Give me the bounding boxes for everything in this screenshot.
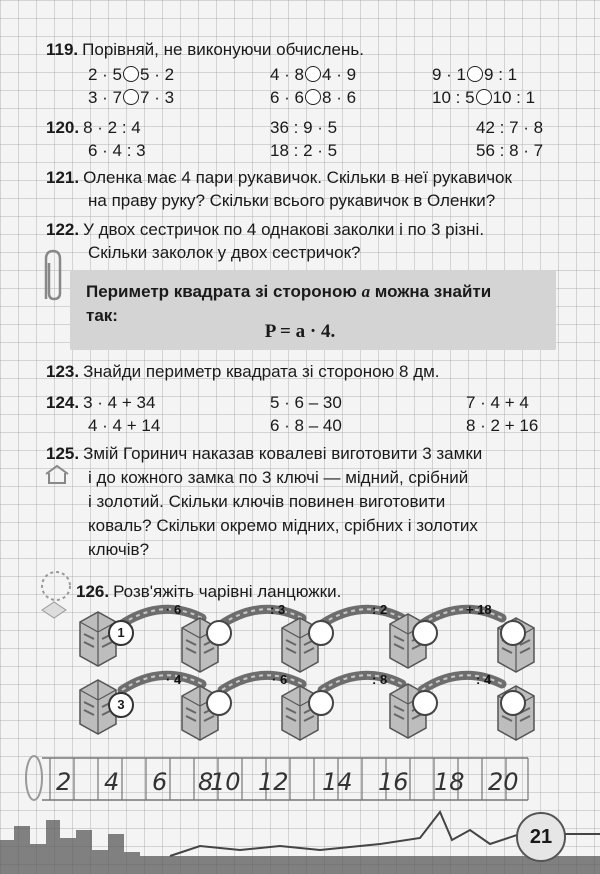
paperclip-icon <box>36 247 70 303</box>
task-125-line4: коваль? Скільки окремо мідних, срібних і золотих <box>88 516 478 535</box>
expression: 42 : 7 · 8 <box>476 118 544 137</box>
task-number: 122. <box>46 220 80 239</box>
answer-circle[interactable] <box>412 620 438 646</box>
answer-circle[interactable] <box>500 620 526 646</box>
chain-operation: · 6 <box>166 602 182 617</box>
task-125: 125. Змій Горинич наказав ковалеві виготовити 3 замки <box>46 444 483 463</box>
expression: 4 · 4 + 14 <box>88 416 161 435</box>
expression: 8 · 2 + 16 <box>466 416 539 435</box>
compare-item: 6 · 6 8 · 6 <box>270 88 357 107</box>
task-number: 119. <box>46 40 79 59</box>
task-125-line2: і до кожного замка по 3 ключі — мідний, срібний <box>88 468 469 487</box>
compare-circle[interactable] <box>305 89 321 105</box>
answer-circle[interactable] <box>308 620 334 646</box>
task-121: 121. Оленка має 4 пари рукавичок. Скільки в неї рукавичок <box>46 168 512 187</box>
expression: 8 · 2 : 4 <box>83 118 141 137</box>
expression: 5 · 6 – 30 <box>270 393 342 412</box>
chain-row-1 <box>80 609 534 672</box>
task-122-line2: Скільки заколок у двох сестричок? <box>88 243 361 262</box>
task-124: 124. 3 · 4 + 34 <box>46 393 156 412</box>
task-123: 123. Знайди периметр квадрата зі стороною 8 дм. <box>46 362 440 381</box>
answer-circle[interactable] <box>206 690 232 716</box>
answer-circle[interactable] <box>500 690 526 716</box>
expression: 6 · 8 – 40 <box>270 416 342 435</box>
rule-text: Периметр квадрата зі стороною a можна знайти так: <box>86 282 492 325</box>
number-line-value: 18 <box>434 768 465 796</box>
compare-item: 10 : 5 10 : 1 <box>432 88 536 107</box>
page-number: 21 <box>516 812 566 862</box>
task-125-line5: ключів? <box>88 540 150 559</box>
chain-start-number: 3 <box>108 692 134 718</box>
chain-operation: : 8 <box>372 672 388 687</box>
number-line-value: 20 <box>488 768 519 796</box>
expression: 6 · 4 : 3 <box>88 141 146 160</box>
number-line-value: 6 <box>152 768 168 796</box>
answer-circle[interactable] <box>412 690 438 716</box>
compare-item: 4 · 8 4 · 9 <box>270 65 357 84</box>
compare-circle[interactable] <box>467 66 483 82</box>
chain-operation: + 18 <box>466 602 492 617</box>
task-121-line2: на праву руку? Скільки всього рукавичок в Оленки? <box>88 191 496 210</box>
expression: 56 : 8 · 7 <box>476 141 544 160</box>
chain-operation: · 6 <box>272 672 288 687</box>
chain-start-number: 1 <box>108 620 134 646</box>
task-126: 126. Розв'яжіть чарівні ланцюжки. <box>76 582 342 601</box>
compare-circle[interactable] <box>476 89 492 105</box>
compare-item: 3 · 7 7 · 3 <box>88 88 175 107</box>
answer-circle[interactable] <box>206 620 232 646</box>
task-number: 124. <box>46 393 80 412</box>
chain-operation: : 4 <box>476 672 492 687</box>
task-119 <box>46 38 364 62</box>
task-text: Порівняй, не виконуючи обчислень. <box>82 40 364 59</box>
compare-circle[interactable] <box>123 66 139 82</box>
number-line-value: 16 <box>378 768 409 796</box>
number-line-value: 2 <box>56 768 72 796</box>
task-number: 125. <box>46 444 80 463</box>
number-line-value: 10 <box>210 768 241 796</box>
chain-row-2 <box>80 675 534 740</box>
task-number: 120. <box>46 118 80 137</box>
task-122: 122. У двох сестричок по 4 однакові заколки і по 3 різні. <box>46 220 485 239</box>
task-125-line3: і золотий. Скільки ключів повинен виготовити <box>88 492 446 511</box>
chain-operation: · 4 <box>166 672 182 687</box>
compare-item: 9 · 1 9 : 1 <box>432 65 518 84</box>
answer-circle[interactable] <box>308 690 334 716</box>
expression: 18 : 2 · 5 <box>270 141 338 160</box>
number-line-value: 14 <box>322 768 353 796</box>
expression: 7 · 4 + 4 <box>466 393 529 412</box>
number-line-value: 8 <box>198 768 214 796</box>
expression: 36 : 9 · 5 <box>270 118 338 137</box>
perimeter-formula: P = a · 4. <box>264 321 336 342</box>
number-line-value: 12 <box>258 768 289 796</box>
task-120 <box>46 116 141 140</box>
number-line-value: 4 <box>104 768 120 796</box>
chain-operation: : 3 <box>270 602 286 617</box>
sun-icon <box>34 566 74 622</box>
homework-house-icon <box>44 464 70 484</box>
city-skyline <box>0 800 600 874</box>
compare-circle[interactable] <box>123 89 139 105</box>
task-number: 126. <box>76 582 110 601</box>
compare-item: 2 · 5 5 · 2 <box>88 65 175 84</box>
task-number: 121. <box>46 168 80 187</box>
task-number: 123. <box>46 362 80 381</box>
chain-operation: : 2 <box>372 602 388 617</box>
compare-circle[interactable] <box>305 66 321 82</box>
